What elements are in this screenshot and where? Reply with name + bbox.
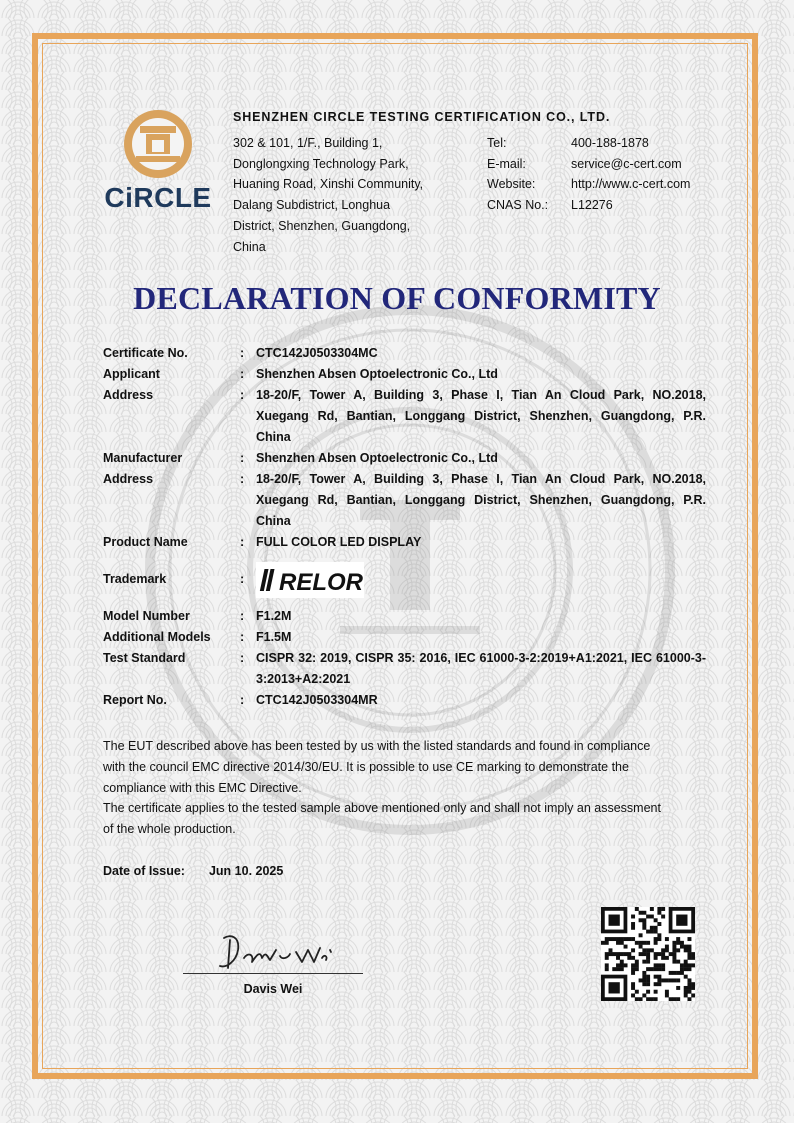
field-product-name: Product Name : FULL COLOR LED DISPLAY [103, 535, 422, 549]
field-test-standard: Test Standard : CISPR 32: 2019, CISPR 35: 2016, IEC 61000-3-2:2019+A1:2021, IEC 61000-3-3:2013+A2:2021 [103, 651, 706, 686]
signature-icon [210, 928, 340, 976]
field-model-number: Model Number : F1.2M [103, 609, 292, 623]
statement-paragraph-2: The certificate applies to the tested sample above mentioned only and shall not imply an assessment of the whole production. [103, 801, 661, 837]
logo-wordmark: CiRCLE [104, 182, 212, 213]
field-manufacturer-address: Address : 18-20/F, Tower A, Building 3, Phase I, Tian An Cloud Park, NO.2018, Xuegang Rd, Bantian, Longgang District, Shenzhen, Guangdong, P.R. China [103, 472, 706, 528]
company-address: 302 & 101, 1/F., Building 1, Donglongxing Technology Park, Huaning Road, Xinshi Community, Dalang Subdistrict, Longhua District, Shenzhen, Guangdong, China [233, 136, 424, 254]
signer-name: Davis Wei [243, 982, 303, 996]
signature-line [183, 973, 363, 974]
company-name: SHENZHEN CIRCLE TESTING CERTIFICATION CO., LTD. [233, 110, 611, 124]
field-applicant: Applicant : Shenzhen Absen Optoelectronic Co., Ltd [103, 367, 498, 381]
field-certificate-no: Certificate No. : CTC142J0503304MC [103, 346, 378, 360]
contact-email: E-mail: service@c-cert.com [487, 156, 682, 171]
qr-code-icon[interactable] [601, 907, 695, 1001]
field-report-no: Report No. : CTC142J0503304MR [103, 693, 378, 707]
contact-cnas: CNAS No.: L12276 [487, 198, 613, 213]
certificate-fields [103, 343, 706, 711]
trademark-logo-icon [256, 562, 364, 598]
compliance-statement [103, 736, 663, 840]
contact-block [487, 133, 690, 216]
field-additional-models: Additional Models : F1.5M [103, 630, 292, 644]
contact-website: Website: http://www.c-cert.com [487, 177, 691, 192]
statement-paragraph-1: The EUT described above has been tested by us with the listed standards and found in compliance with the council EMC directive 2014/30/EU. It is possible to use CE marking to demonstrate the compliance with this EMC Directive. [103, 739, 651, 795]
field-manufacturer: Manufacturer : Shenzhen Absen Optoelectronic Co., Ltd [103, 451, 498, 465]
contact-tel: Tel: 400-188-1878 [487, 136, 649, 150]
svg-text:RELOR: RELOR [279, 568, 363, 596]
document-title: DECLARATION OF CONFORMITY [133, 280, 661, 316]
date-of-issue: Date of Issue: Jun 10. 2025 [103, 864, 284, 878]
field-applicant-address: Address : 18-20/F, Tower A, Building 3, Phase I, Tian An Cloud Park, NO.2018, Xuegang Rd, Bantian, Longgang District, Shenzhen, Guangdong, P.R. China [103, 388, 706, 444]
field-trademark: Trademark : RELOR [103, 553, 706, 606]
